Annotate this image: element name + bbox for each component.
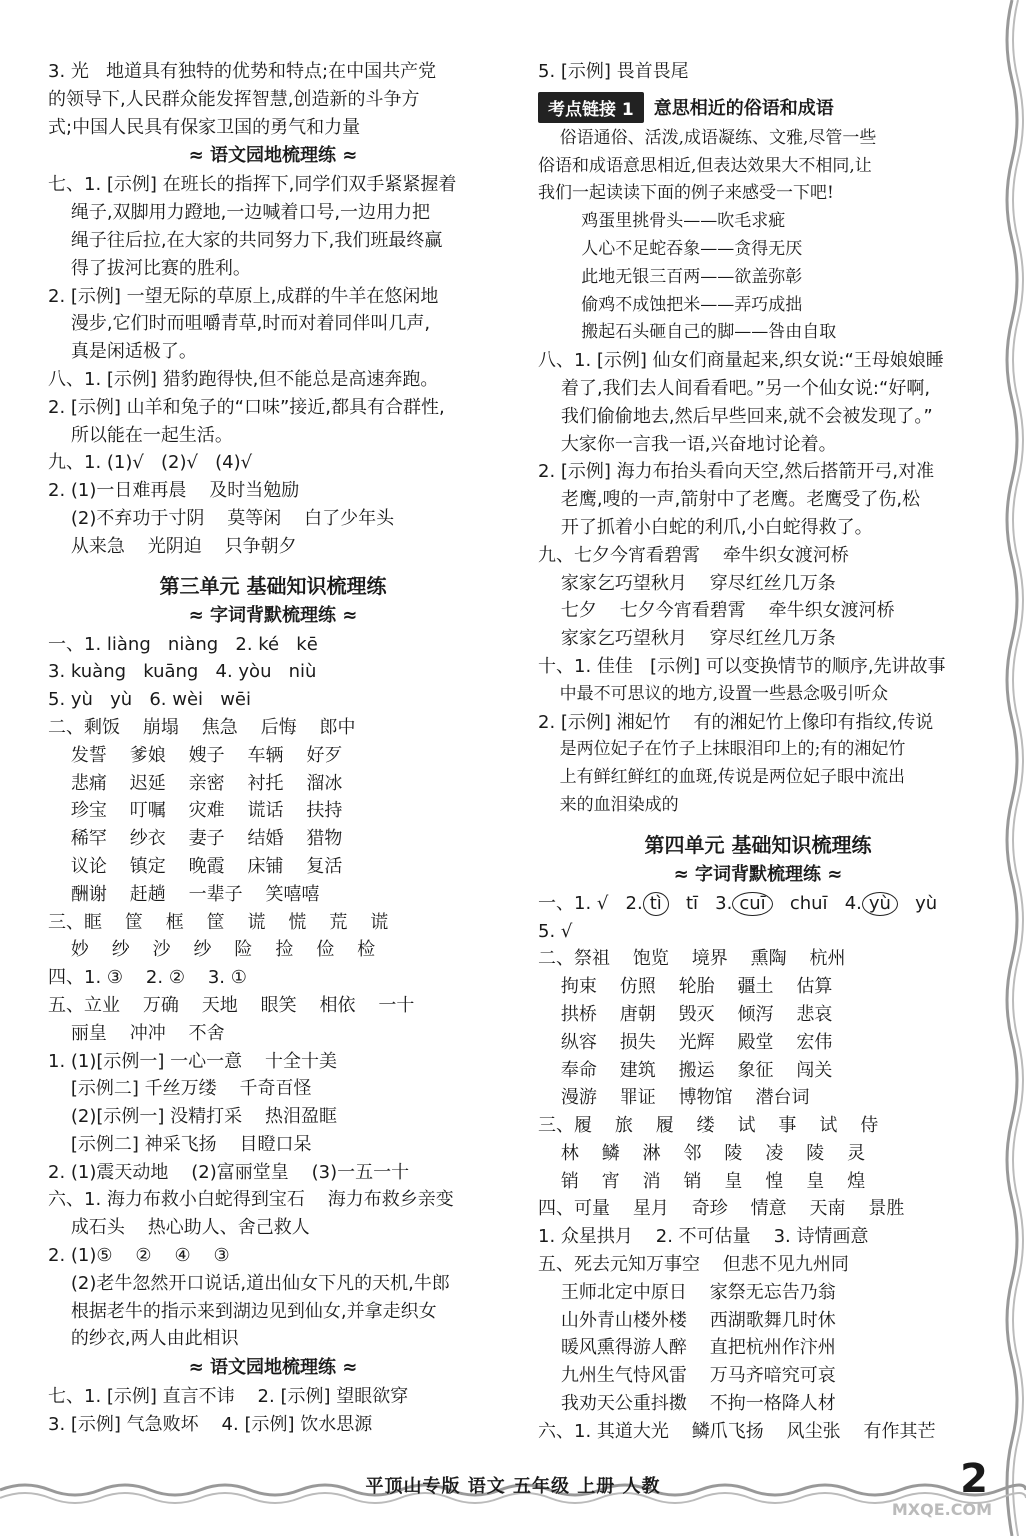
answer-line: 成石头 热心助人、舍己救人 xyxy=(48,1217,310,1239)
answer-line: 我劝天公重抖擞 不拘一格降人材 xyxy=(538,1393,836,1415)
page-number: 2 xyxy=(960,1456,988,1502)
right-column xyxy=(538,58,978,1446)
section-heading: ≈ 语文园地梳理练 ≈ xyxy=(188,145,358,167)
answer-line: 家家乞巧望秋月 穿尽红丝几万条 xyxy=(538,628,836,650)
answer-line: [示例二] 神采飞扬 目瞪口呆 xyxy=(48,1133,312,1155)
answer-line: 绳子往后拉,在大家的共同努力下,我们班最终赢 xyxy=(48,229,443,251)
answer-line: [示例二] 千丝万缕 千奇百怪 xyxy=(48,1078,312,1100)
handwritten-answer-line: 搬起石头砸自己的脚——咎由自取 xyxy=(538,322,837,343)
answer-line: 漫步,它们时而咀嚼青草,时而对着同伴叫几声, xyxy=(48,313,431,335)
answer-line: (2)不弃功于寸阴 莫等闲 白了少年头 xyxy=(48,507,395,529)
answer-line: 五、死去元知万事空 但悲不见九州同 xyxy=(538,1254,849,1276)
answer-line: 2. [示例] 海力布抬头看向天空,然后搭箭开弓,对准 xyxy=(538,461,935,483)
answer-line: 山外青山楼外楼 西湖歌舞几时休 xyxy=(538,1309,836,1331)
section-heading: ≈ 语文园地梳理练 ≈ xyxy=(188,1357,358,1379)
answer-line: 六、1. 海力布救小白蛇得到宝石 海力布救乡亲变 xyxy=(48,1189,454,1211)
answer-line xyxy=(538,890,978,918)
answer-line: 王师北定中原日 家祭无忘告乃翁 xyxy=(538,1281,836,1303)
circled-pinyin: yù xyxy=(862,892,898,916)
circled-pinyin: cuī xyxy=(732,892,772,916)
answer-line: 九、1. (1)√ (2)√ (4)√ xyxy=(48,452,253,474)
handwritten-answer-line: 俗语通俗、活泼,成语凝练、文雅,尽管一些 xyxy=(538,127,877,148)
answer-line: 四、可量 星月 奇珍 情意 天南 景胜 xyxy=(538,1198,905,1220)
answer-fragment: chuī 4. xyxy=(772,892,862,914)
answer-line: 漫游 罪证 博物馆 潜台词 xyxy=(538,1087,810,1109)
answer-line: 3. 光 地道具有独特的优势和特点;在中国共产党 xyxy=(48,61,437,82)
footer-edition: 平顶山专版 语文 五年级 上册 人教 xyxy=(365,1476,661,1497)
answer-line: 式;中国人民具有保家卫国的勇气和力量 xyxy=(48,116,361,138)
answer-line: 2. (1)震天动地 (2)富丽堂皇 (3)一五一十 xyxy=(48,1161,410,1183)
answer-line: 三、眶 筐 框 筐 谎 慌 荒 谎 xyxy=(48,911,389,933)
answer-line: 5. √ xyxy=(538,920,573,942)
answer-line: 九州生气恃风雷 万马齐喑究可哀 xyxy=(538,1365,836,1387)
left-column xyxy=(48,58,498,1439)
answer-line: 珍宝 叮嘱 灾难 谎话 扶持 xyxy=(48,800,343,822)
answer-line: 酬谢 赶趟 一辈子 笑嘻嘻 xyxy=(48,883,320,905)
answer-line: 大家你一言我一语,兴奋地讨论着。 xyxy=(538,433,837,455)
answer-line: 奉命 建筑 搬运 象征 闯关 xyxy=(538,1059,833,1081)
answer-line: 暖风熏得游人醉 直把杭州作汴州 xyxy=(538,1337,836,1359)
answer-line: 林 鳞 淋 邻 陵 凌 陵 灵 xyxy=(538,1142,866,1164)
answer-line: 四、1. ③ 2. ② 3. ① xyxy=(48,967,247,989)
answer-line: (2)老牛忽然开口说话,道出仙女下凡的天机,牛郎 xyxy=(48,1272,450,1294)
answer-line: 七、1. [示例] 直言不讳 2. [示例] 望眼欲穿 xyxy=(48,1386,409,1408)
handwritten-answer-line: 中最不可思议的地方,设置一些悬念吸引听众 xyxy=(538,683,889,704)
answer-line: 1. (1)[示例一] 一心一意 十全十美 xyxy=(48,1050,338,1072)
answer-line: 纵容 损失 光辉 殿堂 宏伟 xyxy=(538,1031,833,1053)
handwritten-answer-line: 来的血泪染成的 xyxy=(538,794,679,815)
answer-line: 妙 纱 沙 纱 险 捡 俭 检 xyxy=(48,939,376,961)
right-wavy-border xyxy=(998,0,1026,1536)
answer-line: 六、1. 其道大光 鳞爪飞扬 风尘张 有作其芒 xyxy=(538,1420,936,1442)
answer-line: 拱桥 唐朝 毁灭 倾泻 悲哀 xyxy=(538,1003,833,1025)
kaodian-tag: 考点链接 1 xyxy=(538,92,644,123)
section-heading: ≈ 字词背默梳理练 ≈ xyxy=(188,604,358,626)
watermark: MXQE.COM xyxy=(891,1500,992,1519)
answer-line: 的领导下,人民群众能发挥智慧,创造新的斗争方 xyxy=(48,88,420,110)
handwritten-answer-line: 我们一起读读下面的例子来感受一下吧! xyxy=(538,183,834,204)
answer-line: 议论 镇定 晚霞 床铺 复活 xyxy=(48,855,343,877)
answer-line: 五、立业 万确 天地 眼笑 相依 一十 xyxy=(48,994,415,1016)
answer-line: 开了抓着小白蛇的利爪,小白蛇得救了。 xyxy=(538,516,873,538)
answer-line: 所以能在一起生活。 xyxy=(48,424,233,446)
answer-line: 丽皇 冲冲 不舍 xyxy=(48,1022,225,1044)
answer-fragment: tī 3. xyxy=(668,892,733,914)
answer-line: 5. [示例] 畏首畏尾 xyxy=(538,61,689,82)
answer-line: 3. [示例] 气急败坏 4. [示例] 饮水思源 xyxy=(48,1414,373,1436)
handwritten-answer-line: 人心不足蛇吞象——贪得无厌 xyxy=(538,238,803,259)
answer-line: 2. [示例] 一望无际的草原上,成群的牛羊在悠闲地 xyxy=(48,285,439,307)
answer-line: 2. [示例] 湘妃竹 有的湘妃竹上像印有指纹,传说 xyxy=(538,711,934,733)
kaodian-title: 意思相近的俗语和成语 xyxy=(653,98,834,120)
handwritten-answer-line: 上有鲜红鲜红的血斑,传说是两位妃子眼中流出 xyxy=(538,767,906,788)
kaodian-link-header xyxy=(538,92,978,123)
answer-line: 二、祭祖 饱览 境界 熏陶 杭州 xyxy=(538,948,846,970)
answer-line: 二、剩饭 崩塌 焦急 后悔 郎中 xyxy=(48,716,356,738)
answer-line: 3. kuàng kuāng 4. yòu niù xyxy=(48,661,317,683)
answer-line: 真是闲适极了。 xyxy=(48,341,197,363)
answer-line: 2. (1)⑤ ② ④ ③ xyxy=(48,1245,230,1267)
section-heading: ≈ 字词背默梳理练 ≈ xyxy=(673,863,843,885)
unit-heading: 第三单元 基础知识梳理练 xyxy=(159,573,387,598)
answer-line: 一、1. liàng niàng 2. ké kē xyxy=(48,633,318,655)
answer-line: 根据老牛的指示来到湖边见到仙女,并拿走织女 xyxy=(48,1300,437,1322)
answer-line: 我们偷偷地去,然后早些回来,就不会被发现了。” xyxy=(538,405,933,427)
answer-line: 七夕 七夕今宵看碧霄 牵牛织女渡河桥 xyxy=(538,600,895,622)
answer-line: 销 宵 消 销 皇 惶 皇 煌 xyxy=(538,1170,866,1192)
answer-line: 着了,我们去人间看看吧。”另一个仙女说:“好啊, xyxy=(538,377,931,399)
answer-line: 十、1. 佳佳 [示例] 可以变换情节的顺序,先讲故事 xyxy=(538,655,946,677)
handwritten-answer-line: 俗语和成语意思相近,但表达效果大不相同,让 xyxy=(538,155,872,176)
answer-line: 的纱衣,两人由此相识 xyxy=(48,1328,239,1350)
answer-line: 2. (1)一日难再晨 及时当勉励 xyxy=(48,480,300,502)
answer-line: 九、七夕今宵看碧霄 牵牛织女渡河桥 xyxy=(538,544,849,566)
answer-line: (2)[示例一] 没精打采 热泪盈眶 xyxy=(48,1106,338,1128)
answer-line: 家家乞巧望秋月 穿尽红丝几万条 xyxy=(538,572,836,594)
answer-fragment: 一、1. √ 2. xyxy=(538,892,643,914)
unit-heading: 第四单元 基础知识梳理练 xyxy=(644,832,872,857)
answer-line: 七、1. [示例] 在班长的指挥下,同学们双手紧紧握着 xyxy=(48,174,457,196)
handwritten-answer-line: 偷鸡不成蚀把米——弄巧成拙 xyxy=(538,294,803,315)
answer-line: 绳子,双脚用力蹬地,一边喊着口号,一边用力把 xyxy=(48,202,431,224)
answer-line: 老鹰,嗖的一声,箭射中了老鹰。老鹰受了伤,松 xyxy=(538,489,921,511)
answer-fragment: yù xyxy=(897,892,938,914)
circled-pinyin: tì xyxy=(643,892,669,916)
handwritten-answer-line: 鸡蛋里挑骨头——吹毛求疵 xyxy=(538,211,786,232)
answer-line: 稀罕 纱衣 妻子 结婚 猎物 xyxy=(48,828,343,850)
answer-line: 从来急 光阴迫 只争朝夕 xyxy=(48,535,297,557)
answer-line: 2. [示例] 山羊和兔子的“口味”接近,都具有合群性, xyxy=(48,396,445,418)
answer-line: 拘束 仿照 轮胎 疆土 估算 xyxy=(538,976,833,998)
handwritten-answer-line: 是两位妃子在竹子上抹眼泪印上的;有的湘妃竹 xyxy=(538,739,906,760)
answer-line: 1. 众星拱月 2. 不可估量 3. 诗情画意 xyxy=(538,1226,869,1248)
answer-line: 三、履 旅 履 缕 试 事 试 侍 xyxy=(538,1115,879,1137)
answer-line: 八、1. [示例] 猎豹跑得快,但不能总是高速奔跑。 xyxy=(48,368,439,390)
answer-line: 发誓 爹娘 嫂子 车辆 好歹 xyxy=(48,744,343,766)
answer-line: 悲痛 迟延 亲密 衬托 溜冰 xyxy=(48,772,343,794)
handwritten-answer-line: 此地无银三百两——欲盖弥彰 xyxy=(538,266,803,287)
answer-line: 八、1. [示例] 仙女们商量起来,织女说:“王母娘娘睡 xyxy=(538,350,944,372)
answer-line: 5. yù yù 6. wèi wēi xyxy=(48,689,252,711)
answer-line: 得了拔河比赛的胜利。 xyxy=(48,257,251,279)
